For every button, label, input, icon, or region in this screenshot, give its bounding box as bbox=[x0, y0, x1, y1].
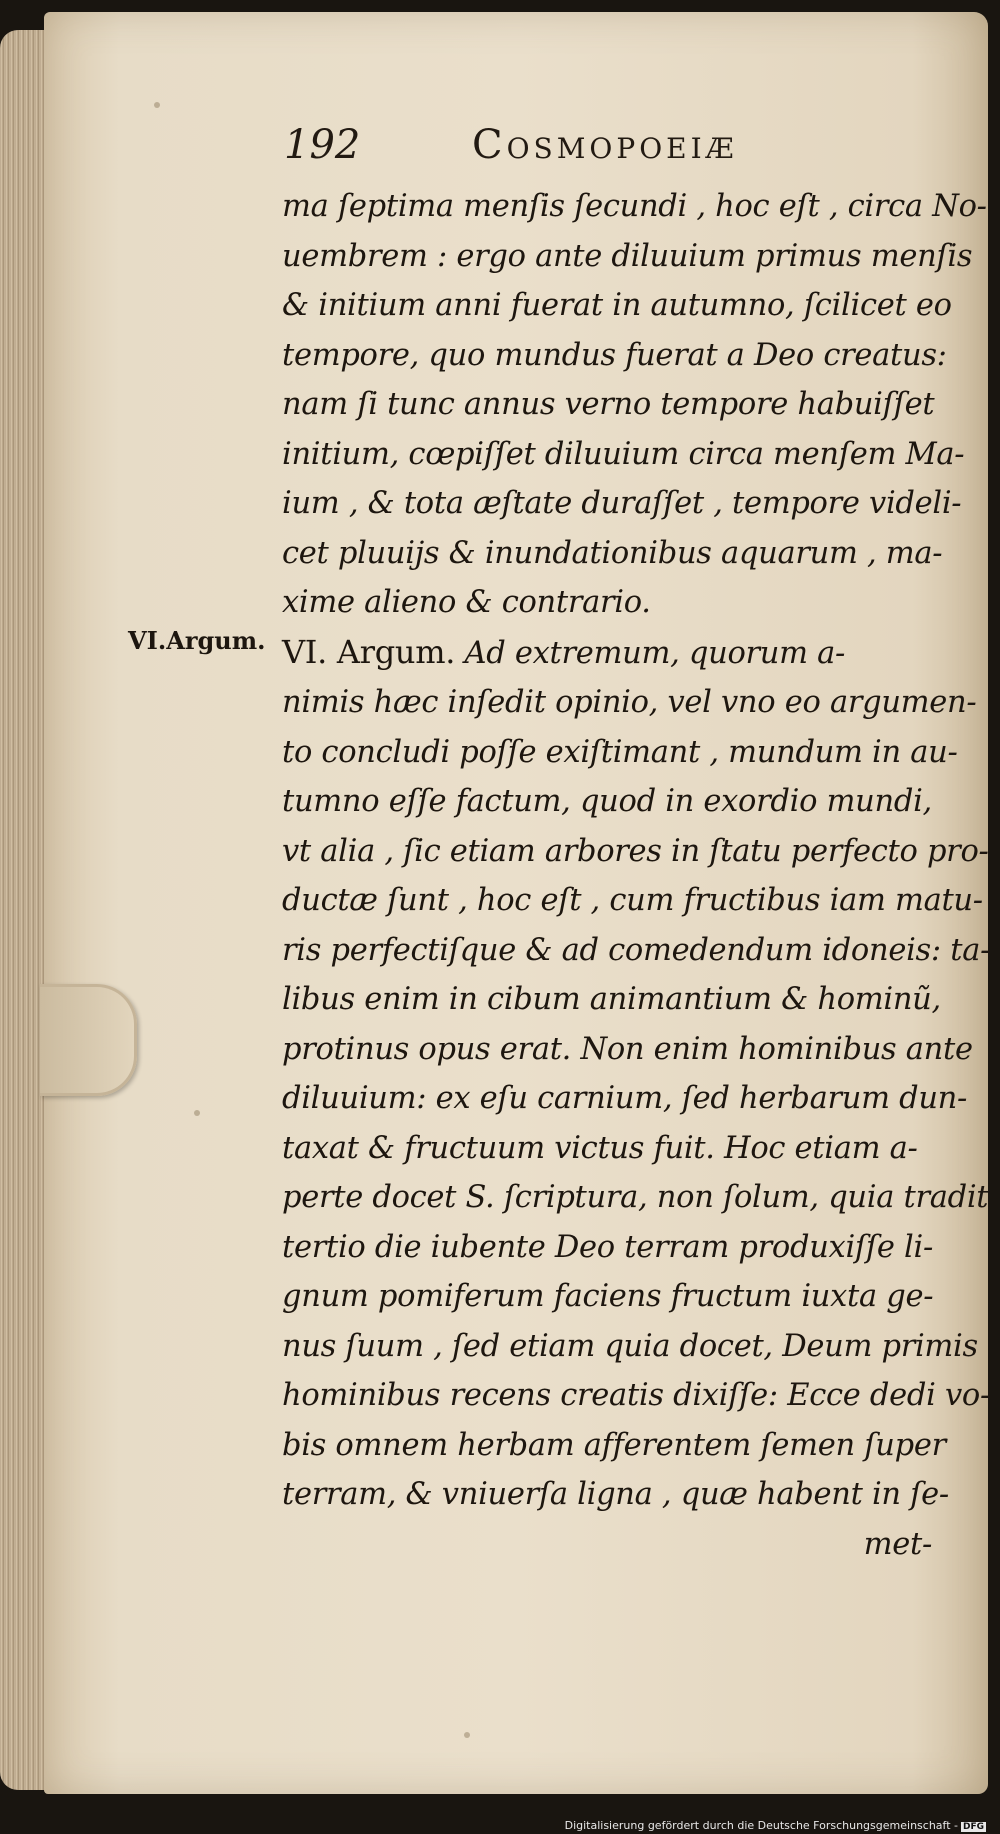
text-line: nus ſuum , ſed etiam quia docet, Deum primis bbox=[282, 1328, 978, 1364]
section-lead: VI. Argum. bbox=[282, 632, 456, 671]
text-line: nam ſi tunc annus verno tempore habuiſſet bbox=[282, 387, 935, 422]
text-line: taxat & fructuum victus fuit. Hoc etiam a- bbox=[282, 1130, 918, 1166]
catchword: met- bbox=[863, 1526, 932, 1562]
margin-note: VI.Argum. bbox=[128, 626, 266, 655]
running-title: Cosmopoeiæ bbox=[472, 122, 738, 168]
paper-speck bbox=[154, 102, 160, 108]
text-line: xime alieno & contrario. bbox=[282, 585, 651, 620]
text-line: ris perfectiſque & ad comedendum idoneis: ta- bbox=[282, 932, 991, 968]
paper-speck bbox=[194, 1110, 200, 1116]
text-line: tempore, quo mundus fuerat a Deo creatus: bbox=[282, 337, 947, 373]
funding-credit-text: Digitalisierung gefördert durch die Deutsche Forschungsgemeinschaft - bbox=[564, 1819, 958, 1832]
text-line: hominibus recens creatis dixiſſe: Ecce dedi vo- bbox=[282, 1378, 990, 1413]
text-line: protinus opus erat. Non enim hominibus ante bbox=[282, 1031, 973, 1067]
text-line: initium, cœpiſſet diluuium circa menſem Ma- bbox=[282, 436, 965, 472]
text-line: tumno eſſe factum, quod in exordio mundi, bbox=[282, 784, 932, 819]
text-line: ium , & tota æſtate duraſſet , tempore videli- bbox=[282, 486, 962, 521]
text-line: ductæ ſunt , hoc eſt , cum fructibus iam matu- bbox=[282, 883, 983, 918]
paper-speck bbox=[464, 1732, 470, 1738]
text-line: cet pluuijs & inundationibus aquarum , ma- bbox=[282, 535, 943, 571]
text-line: terram, & vniuerſa ligna , quæ habent in ſe- bbox=[282, 1477, 949, 1512]
page-clip bbox=[40, 984, 137, 1096]
body-text bbox=[282, 182, 991, 1569]
text-line: perte docet S. ſcriptura, non ſolum, quia tradit bbox=[282, 1180, 989, 1215]
text-line: bis omnem herbam afferentem ſemen ſuper bbox=[282, 1427, 946, 1463]
dfg-logo: DFG bbox=[962, 1822, 984, 1832]
text-line: libus enim in cibum animantium & hominũ, bbox=[282, 982, 941, 1017]
text-line: nimis hæc inſedit opinio, vel vno eo argumen- bbox=[282, 685, 977, 720]
text-line: uembrem : ergo ante diluuium primus menſis bbox=[282, 238, 973, 274]
text-line: to concludi poſſe exiſtimant , mundum in au- bbox=[282, 734, 958, 770]
footer-credit bbox=[565, 1819, 986, 1832]
text-line: & initium anni fuerat in autumno, ſcilicet eo bbox=[282, 288, 952, 323]
page-header bbox=[284, 122, 844, 172]
section-first-words: Ad extremum, quorum a- bbox=[464, 635, 846, 671]
page-number: 192 bbox=[284, 122, 361, 168]
text-line: ma ſeptima menſis ſecundi , hoc eſt , circa No- bbox=[282, 189, 987, 224]
text-line: tertio die iubente Deo terram produxiſſe li- bbox=[282, 1229, 933, 1265]
text-line-section-start bbox=[282, 628, 972, 679]
text-line: gnum pomiferum faciens fructum iuxta ge- bbox=[282, 1279, 934, 1314]
text-line: vt alia , ſic etiam arbores in ſtatu perfecto pro- bbox=[282, 833, 989, 869]
text-line: diluuium: ex eſu carnium, ſed herbarum dun- bbox=[282, 1081, 968, 1116]
